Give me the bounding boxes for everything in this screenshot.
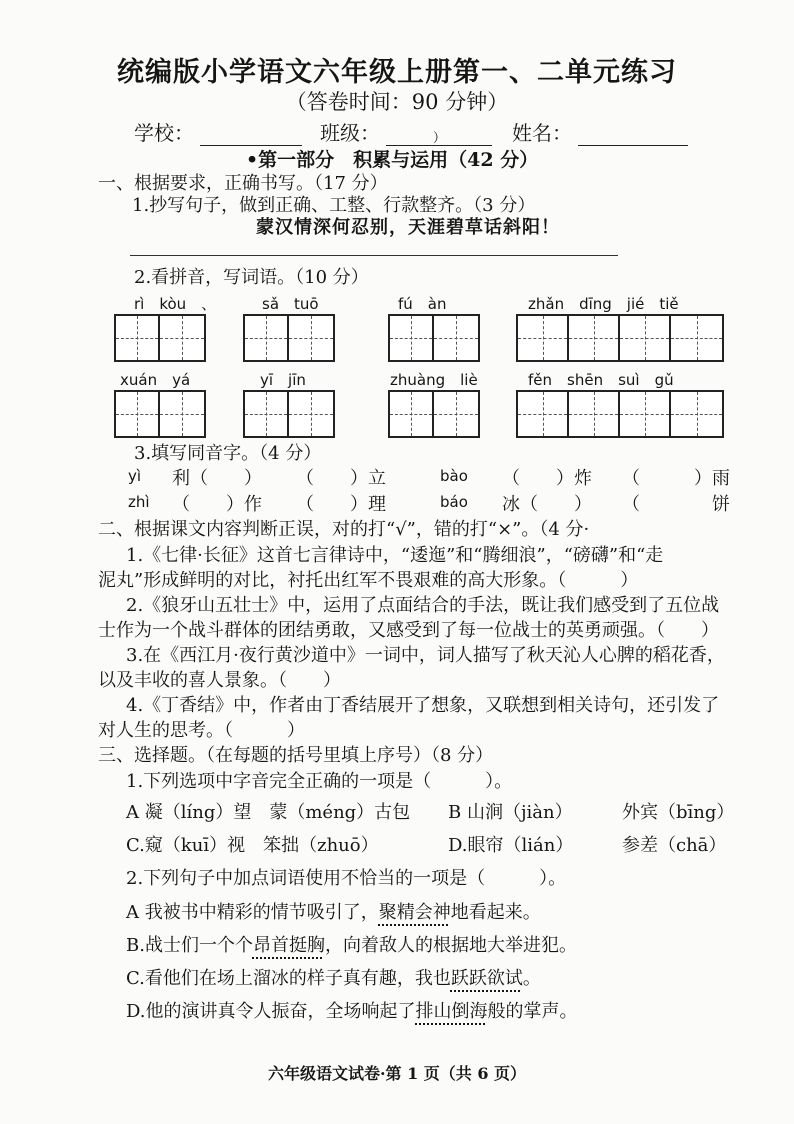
pinyin-zhandingjietie: zhǎn dīng jié tiě xyxy=(528,295,679,313)
choice-q1-option-d: D.眼帘（lián） xyxy=(448,835,574,856)
choice-q1-title[interactable]: 1.下列选项中字音完全正确的一项是（ ）。 xyxy=(126,771,513,792)
judge-2-line2[interactable]: 士作为一个战斗群体的团结勇敢，又感受到了每一位战士的英勇顽强。（ ） xyxy=(98,620,719,641)
option-b-text-post: ，向着敌人的根据地大举进犯。 xyxy=(324,935,577,956)
homophone-pinyin-bao: bào xyxy=(440,467,468,485)
judge-1-line2[interactable]: 泥丸”形成鲜明的对比，衬托出红军不畏艰难的高大形象。（ ） xyxy=(98,570,639,591)
option-c-text-post: 。 xyxy=(522,968,541,989)
choice-q2-title[interactable]: 2.下列句子中加点词语使用不恰当的一项是（ ）。 xyxy=(126,868,567,889)
judge-1-line1: 1.《七律·长征》这首七言律诗中，“逶迤”和“腾细浪”，“磅礴”和“走 xyxy=(126,545,664,566)
section3-title: 三、选择题。（在每题的括号里填上序号）（8 分） xyxy=(98,745,494,766)
option-d-text-pre: D.他的演讲真令人振奋，全场响起了 xyxy=(126,1001,416,1022)
writing-grid-3[interactable] xyxy=(388,314,480,362)
choice-q1-option-b2: 外宾（bīng） xyxy=(622,802,735,823)
pinyin-fenshensuigu: fěn shēn suì gǔ xyxy=(528,371,674,389)
q1-title: 1.抄写句子，做到正确、工整、行款整齐。（3 分） xyxy=(132,195,536,216)
section2-title: 二、根据课文内容判断正误，对的打“√”，错的打“×”。（4 分· xyxy=(98,519,590,540)
exam-duration: （答卷时间：90 分钟） xyxy=(285,90,509,114)
option-d-text-post: 般的掌声。 xyxy=(487,1001,578,1022)
homophone-pinyin-yi: yì xyxy=(128,467,142,485)
homophone-bao-c[interactable]: （ ）炸 xyxy=(502,468,592,489)
copy-answer-line[interactable] xyxy=(130,255,618,256)
part1-title: •第一部分 积累与运用（42 分） xyxy=(246,149,539,171)
class-label: 班级： xyxy=(320,121,380,145)
option-a-dotted-word: 聚精会神 xyxy=(378,902,451,923)
judge-2-line1: 2.《狼牙山五壮士》中，运用了点面结合的手法，既让我们感受到了五位战 xyxy=(126,595,720,616)
writing-grid-8[interactable] xyxy=(516,390,724,438)
name-blank[interactable] xyxy=(578,127,688,146)
option-b-text-pre: B.战士们一个个 xyxy=(126,935,253,956)
choice-q1-option-b: B 山涧（jiàn） xyxy=(448,802,573,823)
writing-grid-7[interactable] xyxy=(388,390,480,438)
copy-sentence: 蒙汉情深何忍别，天涯碧草话斜阳！ xyxy=(256,217,560,238)
class-blank[interactable]: ） xyxy=(386,127,492,146)
writing-grid-2[interactable] xyxy=(243,314,335,362)
choice-q1-option-d2: 参差（chā） xyxy=(622,835,727,856)
choice-q2-option-a xyxy=(126,898,541,924)
judge-3-line2[interactable]: 以及丰收的喜人景象。（ ） xyxy=(98,670,341,691)
exam-title: 统编版小学语文六年级上册第一、二单元练习 xyxy=(117,57,677,88)
writing-grid-4[interactable] xyxy=(516,314,724,362)
choice-q1-option-c: C.窥（kuī）视 笨拙（zhuō） xyxy=(126,835,379,856)
option-c-dotted-word: 跃跃欲试 xyxy=(450,968,523,989)
writing-grid-1[interactable] xyxy=(114,314,206,362)
name-field xyxy=(512,117,688,146)
page-footer: 六年级语文试卷·第 1 页（共 6 页） xyxy=(267,1064,527,1083)
class-field xyxy=(320,117,492,146)
homophone-pinyin-bao2: báo xyxy=(440,493,468,511)
homophone-bao2-d[interactable]: （ 饼 xyxy=(622,494,730,515)
pinyin-satuo: sǎ tuō xyxy=(262,295,319,313)
homophone-bao-d[interactable]: （ ）雨 xyxy=(622,468,730,489)
homophone-bao2-c[interactable]: 冰（ ） xyxy=(502,494,592,515)
pinyin-rikou: rì kòu 、 xyxy=(134,295,217,313)
judge-3-line1: 3.在《西江月·夜行黄沙道中》一词中，词人描写了秋天沁人心脾的稻花香， xyxy=(126,645,725,666)
option-b-dotted-word: 昂首挺胸 xyxy=(252,935,325,956)
pinyin-zhuanglie: zhuàng liè xyxy=(390,371,478,389)
pinyin-fuan: fú àn xyxy=(398,295,447,313)
q3-title: 3.填写同音字。（4 分） xyxy=(134,443,322,464)
name-label: 姓名： xyxy=(512,121,572,145)
judge-4-line1: 4.《丁香结》中，作者由丁香结展开了想象，又联想到相关诗句，还引发了 xyxy=(126,695,720,716)
school-field xyxy=(134,117,302,146)
pinyin-yijin: yī jīn xyxy=(260,371,306,389)
judge-4-line2[interactable]: 对人生的思考。（ ） xyxy=(98,720,305,741)
option-a-text-post: 地看起来。 xyxy=(450,902,541,923)
choice-q2-option-c xyxy=(126,964,541,990)
choice-q2-option-d xyxy=(126,997,578,1023)
homophone-yi-b[interactable]: （ ）立 xyxy=(296,468,386,489)
homophone-zhi-b[interactable]: （ ）理 xyxy=(296,494,386,515)
option-d-dotted-word: 排山倒海 xyxy=(415,1001,488,1022)
homophone-pinyin-zhi: zhì xyxy=(128,493,150,511)
homophone-zhi-a[interactable]: （ ）作 xyxy=(172,494,262,515)
pinyin-xuanya: xuán yá xyxy=(120,371,191,389)
option-c-text-pre: C.看他们在场上溜冰的样子真有趣，我也 xyxy=(126,968,451,989)
writing-grid-6[interactable] xyxy=(243,390,335,438)
q2-title: 2.看拼音，写词语。（10 分） xyxy=(134,267,369,288)
homophone-yi-a[interactable]: 利（ ） xyxy=(172,468,262,489)
school-label: 学校： xyxy=(134,121,194,145)
option-a-text-pre: A 我被书中精彩的情节吸引了， xyxy=(126,902,379,923)
school-blank[interactable] xyxy=(200,127,302,146)
choice-q2-option-b xyxy=(126,931,577,957)
choice-q1-option-a: A 凝（líng）望 蒙（méng）古包 xyxy=(126,802,411,823)
writing-grid-5[interactable] xyxy=(114,390,206,438)
section1-title: 一、根据要求，正确书写。（17 分） xyxy=(98,173,388,194)
